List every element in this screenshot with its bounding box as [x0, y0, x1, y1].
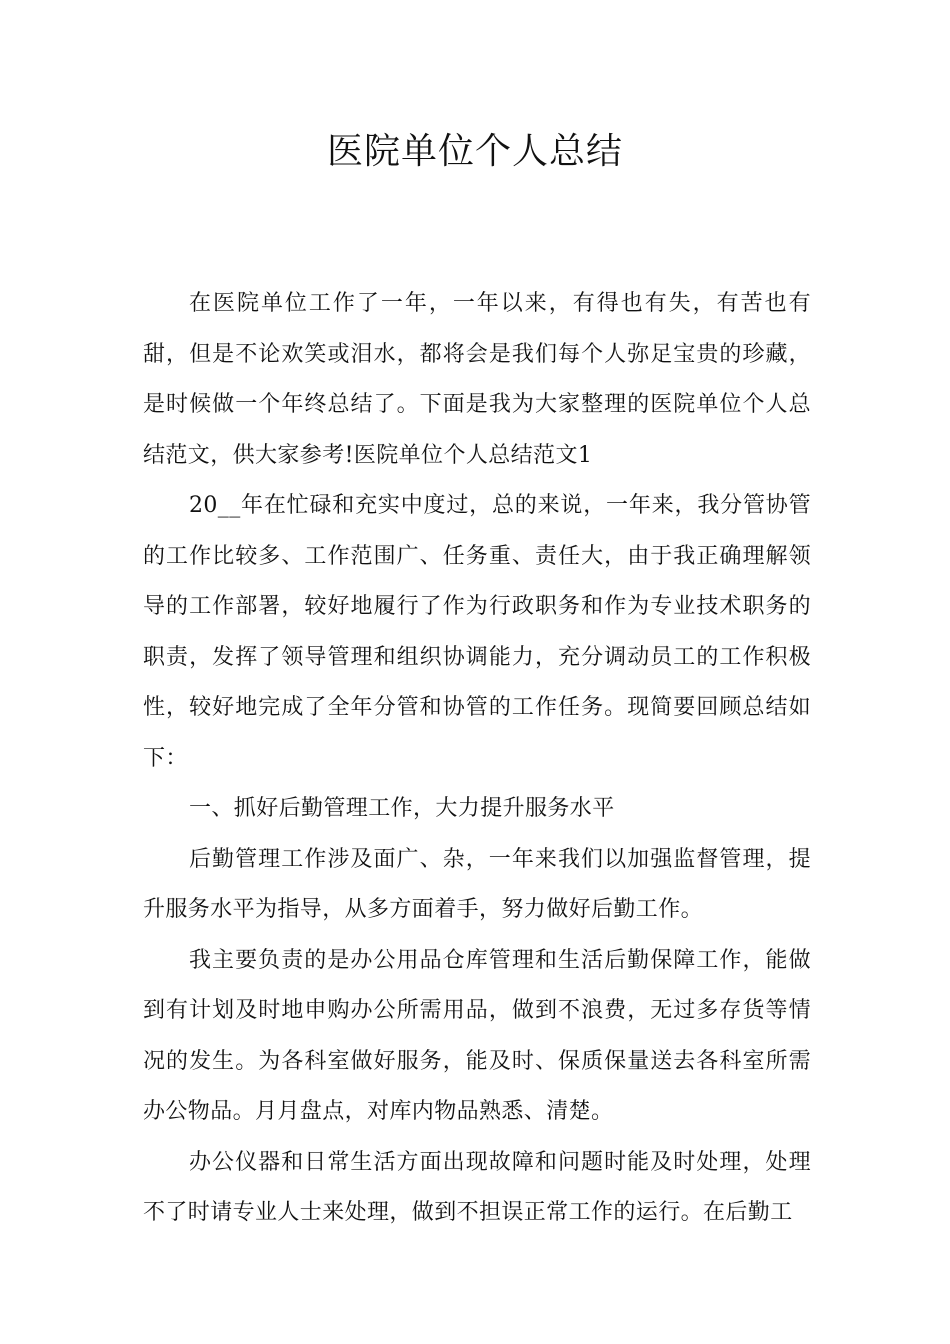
paragraph-overview: 20__年在忙碌和充实中度过，总的来说，一年来，我分管协管的工作比较多、工作范围广、任务重、责任大，由于我正确理解领导的工作部署，较好地履行了作为行政职务和作为专业技术职务的职责，发挥了领导管理和组织协调能力，充分调动员工的工作积极性，较好地完成了全年分管和协管的工作任务。现简要回顾总结如下：: [143, 493, 811, 771]
document-body: [143, 279, 811, 1239]
document-title: 医院单位个人总结: [326, 131, 623, 172]
paragraph-logistics-summary: 后勤管理工作涉及面广、杂，一年来我们以加强监督管理，提升服务水平为指导，从多方面着手，努力做好后勤工作。: [143, 846, 811, 922]
paragraph-office-supplies: 我主要负责的是办公用品仓库管理和生活后勤保障工作，能做到有计划及时地申购办公所需用品，做到不浪费，无过多存货等情况的发生。为各科室做好服务，能及时、保质保量送去各科室所需办公物品。月月盘点，对库内物品熟悉、清楚。: [143, 947, 811, 1124]
paragraph-intro: 在医院单位工作了一年，一年以来，有得也有失，有苦也有甜，但是不论欢笑或泪水，都将会是我们每个人弥足宝贵的珍藏，是时候做一个年终总结了。下面是我为大家整理的医院单位个人总结范文，供大家参考!医院单位个人总结范文1: [143, 291, 811, 468]
paragraph-equipment-maintenance: 办公仪器和日常生活方面出现故障和问题时能及时处理，处理不了时请专业人士来处理，做到不担误正常工作的运行。在后勤工: [143, 1149, 811, 1225]
section-heading-logistics: 一、抓好后勤管理工作，大力提升服务水平: [189, 796, 615, 821]
